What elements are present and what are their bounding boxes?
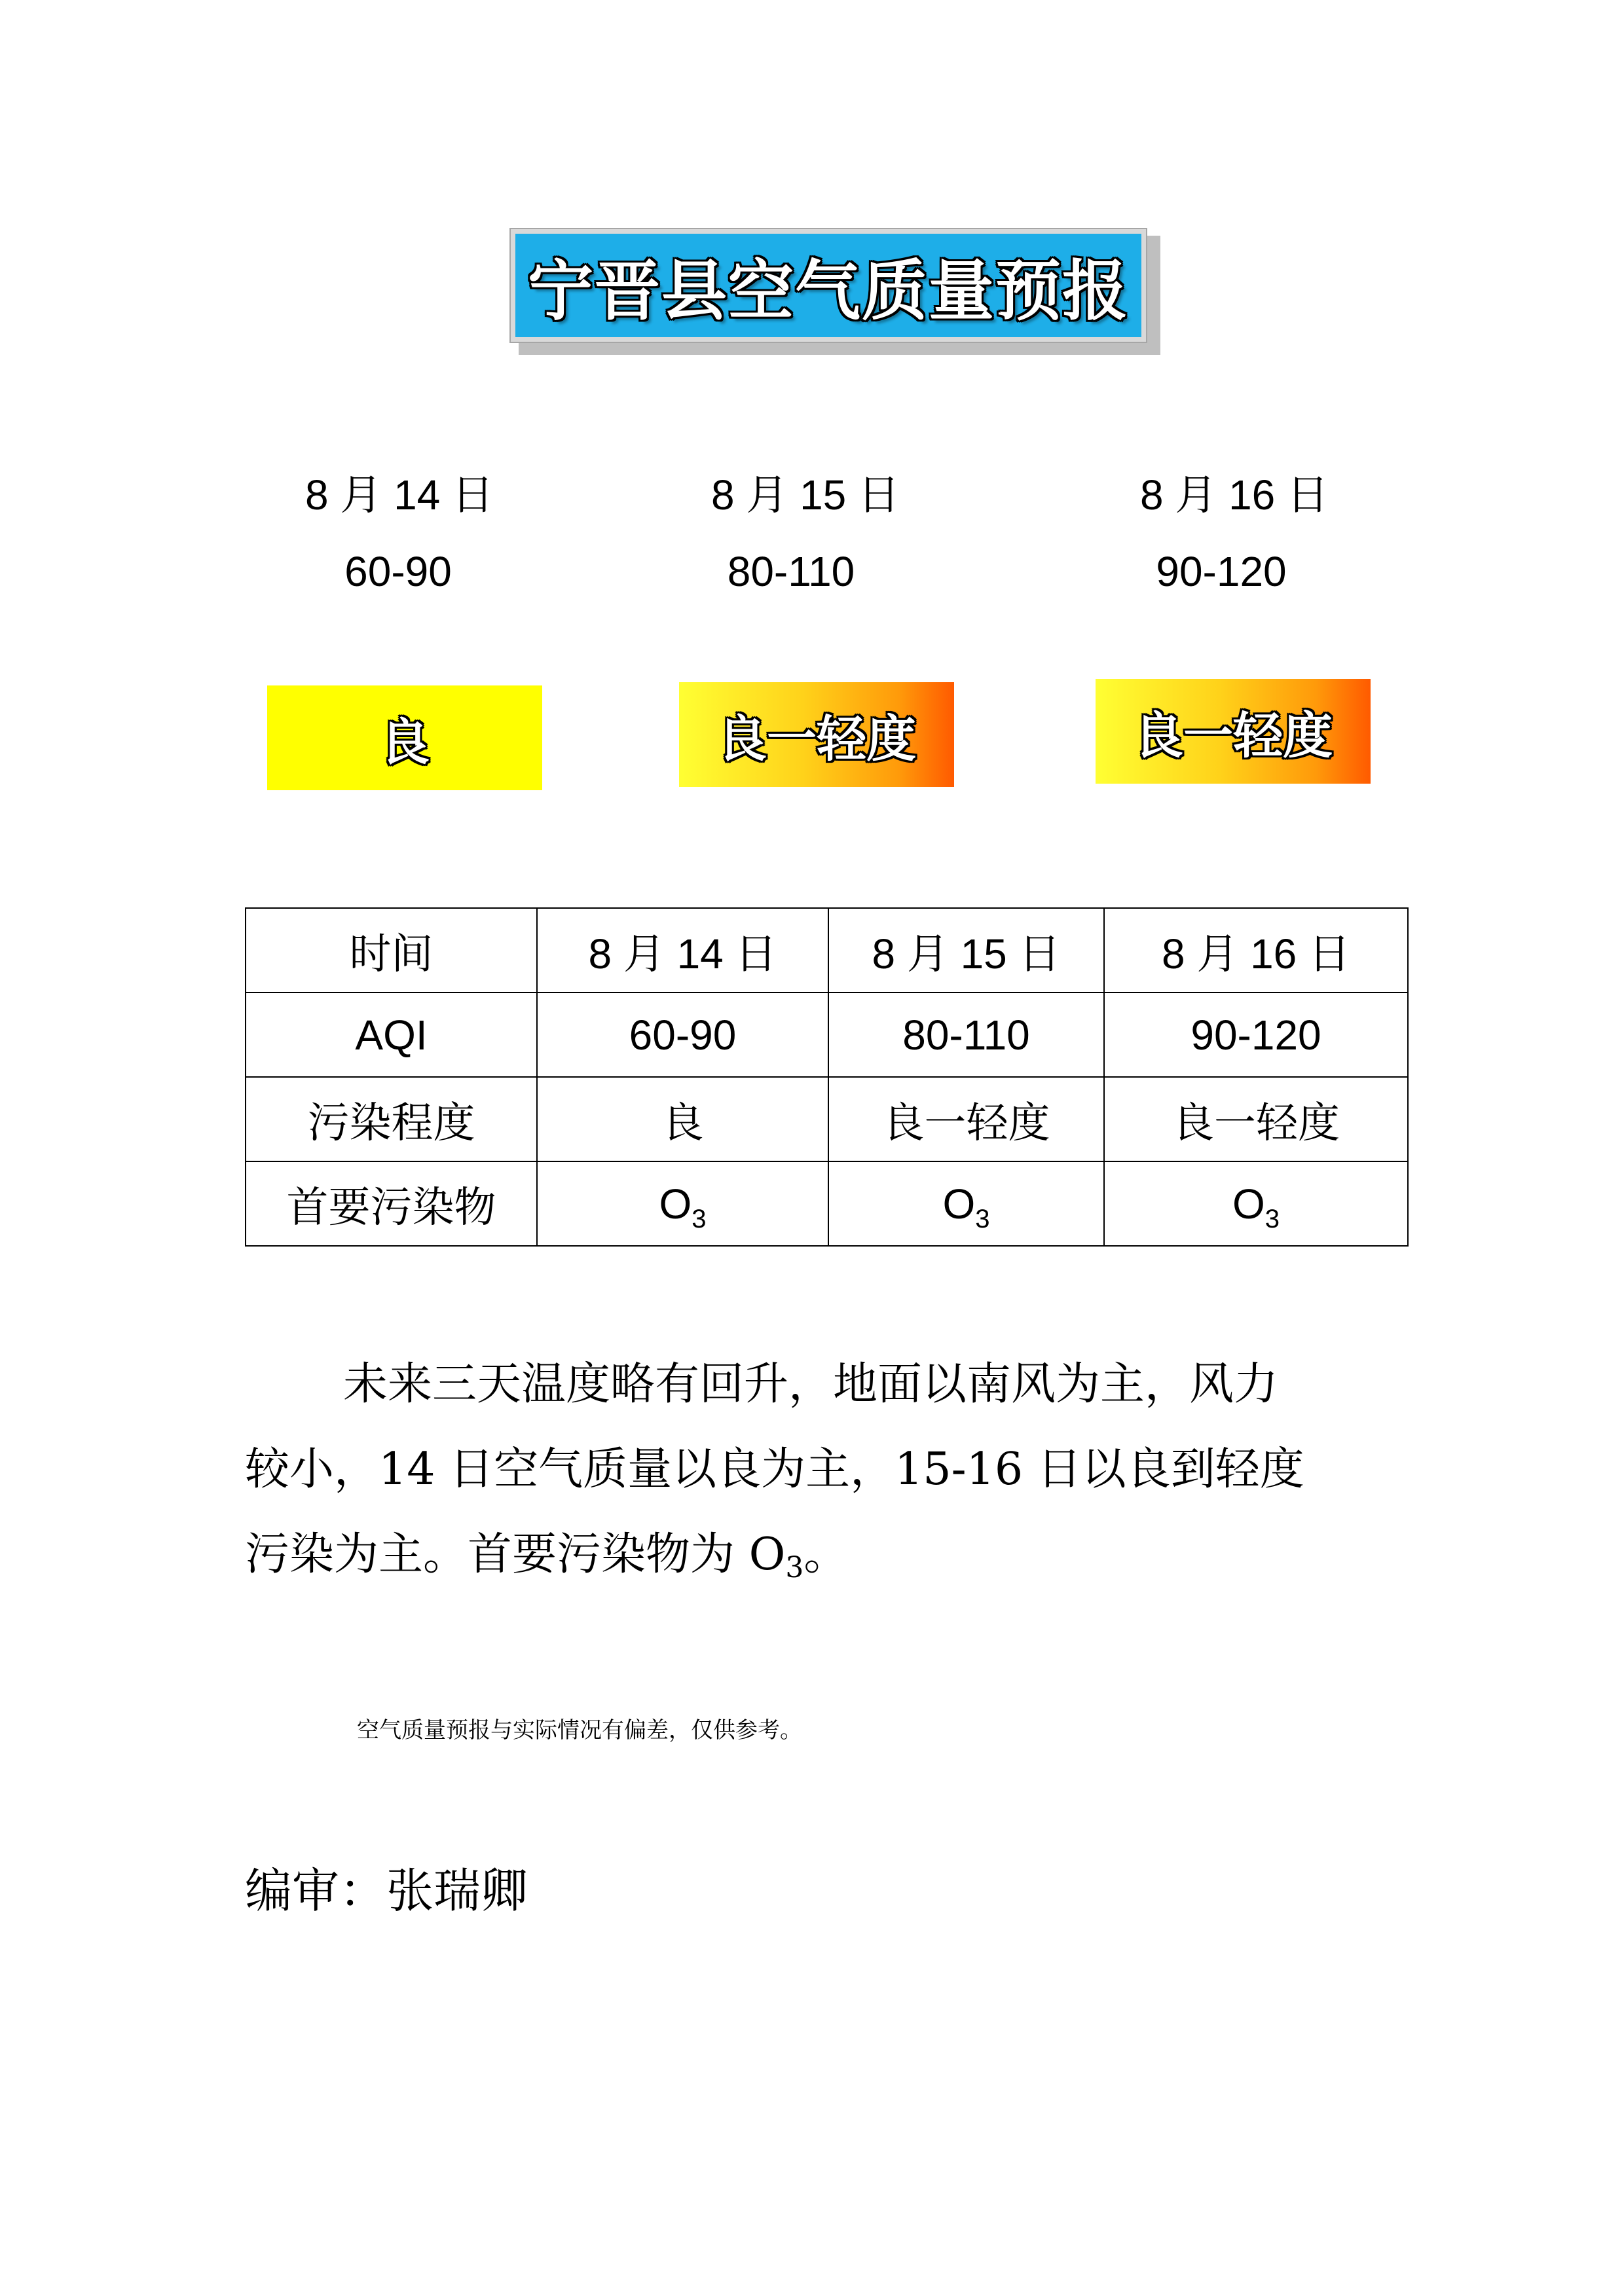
row-label: 首要污染物 xyxy=(246,1161,537,1246)
table-cell: 90-120 xyxy=(1104,993,1408,1077)
level-badge-label: 良 xyxy=(380,712,430,771)
description-subscript: 3 xyxy=(785,1551,804,1584)
pollutant-symbol: O xyxy=(659,1180,692,1228)
table-cell: 80-110 xyxy=(828,993,1104,1077)
row-label: AQI xyxy=(246,993,537,1077)
description-line: 未来三天温度略有回升，地面以南风为主，风力 xyxy=(343,1358,1279,1410)
level-badge-1 xyxy=(267,685,542,790)
description-line xyxy=(245,1512,1371,1597)
level-badge-3 xyxy=(1096,679,1371,784)
pollutant-subscript: 3 xyxy=(692,1204,707,1233)
forecast-aqi-1: 60-90 xyxy=(344,548,452,595)
table-row xyxy=(246,993,1408,1077)
forecast-description xyxy=(245,1342,1371,1597)
table-row xyxy=(246,1161,1408,1246)
table-cell: 8 月 16 日 xyxy=(1104,908,1408,993)
row-label: 污染程度 xyxy=(246,1077,537,1161)
table-cell: 8 月 14 日 xyxy=(537,908,828,993)
table-cell: 8 月 15 日 xyxy=(828,908,1104,993)
pollutant-symbol: O xyxy=(1232,1180,1265,1228)
table-row xyxy=(246,1077,1408,1161)
table-row xyxy=(246,908,1408,993)
air-quality-table xyxy=(245,907,1409,1247)
description-line: 较小，14 日空气质量以良为主，15-16 日以良到轻度 xyxy=(245,1444,1304,1495)
level-badge-label: 良一轻度 xyxy=(717,709,916,768)
title-banner xyxy=(511,229,1146,342)
table-cell: 60-90 xyxy=(537,993,828,1077)
table-cell xyxy=(537,1161,828,1246)
table-cell xyxy=(828,1161,1104,1246)
page-title: 宁晋县空气质量预报 xyxy=(528,253,1129,329)
pollutant-subscript: 3 xyxy=(975,1204,990,1233)
pollutant-subscript: 3 xyxy=(1264,1204,1280,1233)
editor-credit: 编审：张瑞卿 xyxy=(245,1863,528,1918)
description-text: 。 xyxy=(803,1529,849,1580)
row-label: 时间 xyxy=(246,908,537,993)
table-cell: 良一轻度 xyxy=(1104,1077,1408,1161)
forecast-date-2: 8 月 15 日 xyxy=(710,471,900,519)
forecast-date-1: 8 月 14 日 xyxy=(304,471,494,519)
level-badge-label: 良一轻度 xyxy=(1134,706,1333,765)
level-badge-2 xyxy=(679,682,954,787)
table-cell xyxy=(1104,1161,1408,1246)
description-text: 污染为主。首要污染物为 O xyxy=(245,1529,786,1580)
pollutant-symbol: O xyxy=(942,1180,976,1228)
forecast-aqi-2: 80-110 xyxy=(727,548,855,595)
table-cell: 良 xyxy=(537,1077,828,1161)
forecast-aqi-3: 90-120 xyxy=(1156,548,1287,595)
forecast-date-3: 8 月 16 日 xyxy=(1139,471,1329,519)
table-cell: 良一轻度 xyxy=(828,1077,1104,1161)
disclaimer-note: 空气质量预报与实际情况有偏差，仅供参考。 xyxy=(357,1717,802,1743)
